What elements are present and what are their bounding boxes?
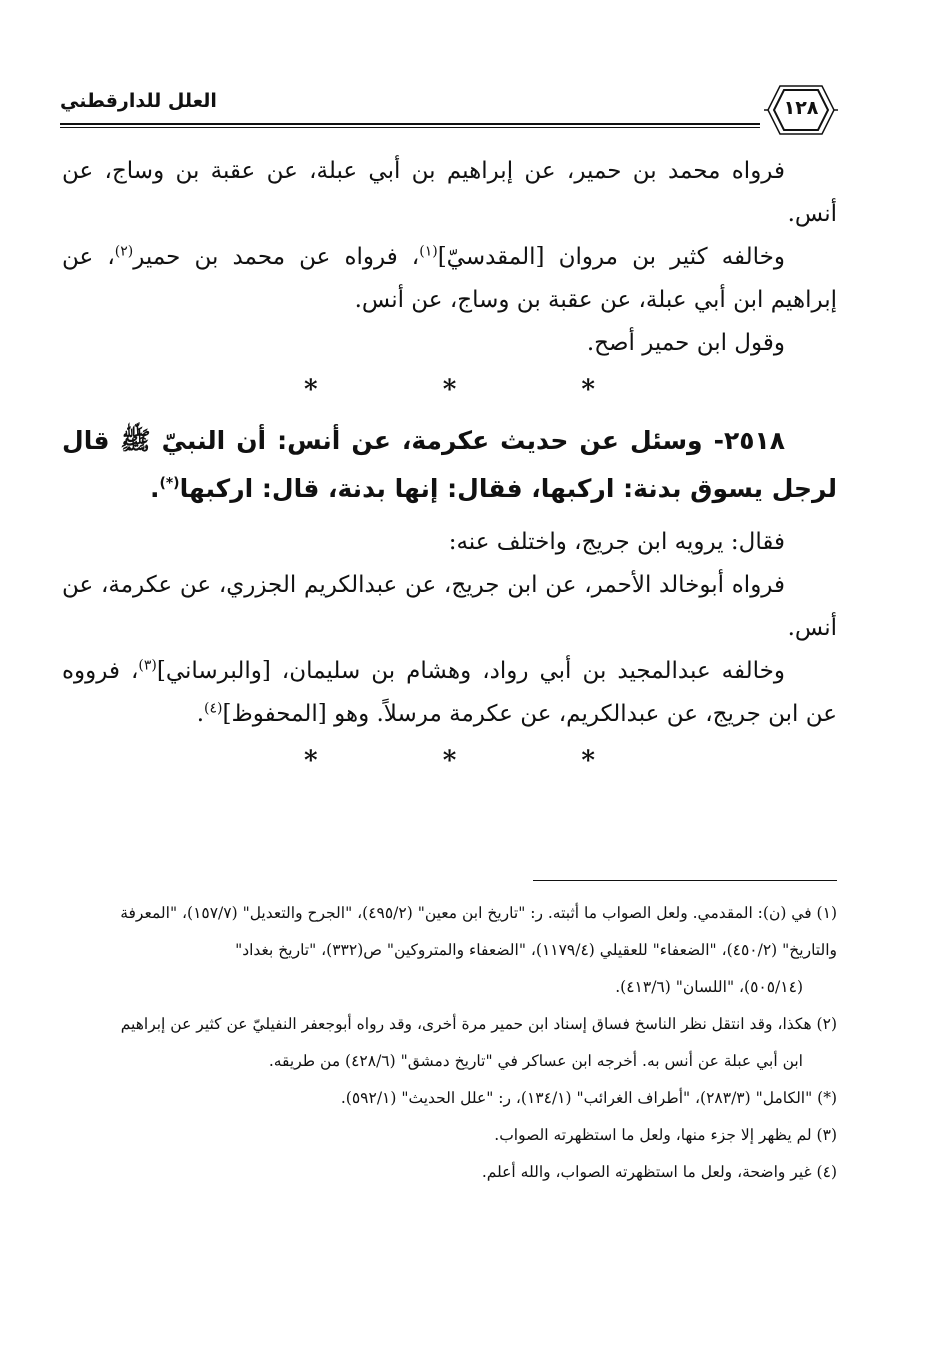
footnote-4: (٤) غير واضحة، ولعل ما استظهرته الصواب، والله أعلم. bbox=[481, 1163, 837, 1181]
main-text bbox=[62, 150, 837, 788]
footnote-ref-3: (٣) bbox=[138, 657, 157, 674]
paragraph-1: فرواه محمد بن حمير، عن إبراهيم بن أبي عبلة، عن عقبة بن وساج، عن أنس. bbox=[62, 158, 837, 227]
footnote-star: (*) "الكامل" (٢٨٣/٣)، "أطراف الغرائب" (١٣٤/١)، ر: "علل الحديث" (٥٩٢/١). bbox=[340, 1089, 837, 1107]
header-rule-thin bbox=[60, 127, 760, 128]
footnote-3: (٣) لم يظهر إلا جزء منها، ولعل ما استظهرته الصواب. bbox=[494, 1126, 837, 1144]
footnotes bbox=[62, 895, 837, 1191]
section-separator-2: * * * bbox=[304, 746, 653, 776]
page-number-ornament bbox=[764, 82, 838, 138]
book-title: العلل للدارقطني bbox=[60, 90, 217, 112]
page-header bbox=[60, 82, 838, 142]
p2-part-a: وخالفه كثير بن مروان [المقدسيّ] bbox=[437, 244, 786, 270]
footnote-1-line-2: والتاريخ" (٤٥٠/٢)، "الضعفاء" للعقيلي (١١٧٩/٤)، "الضعفاء والمتروكين" ص(٣٣٢)، "تاريخ بغداد" bbox=[235, 941, 837, 959]
footnote-2-line-1: (٢) هكذا، وقد انتقل نظر الناسخ فساق إسناد ابن حمير مرة أخرى، وقد رواه أبوجعفر النفيليّ عن كثير عن إبراهيم bbox=[120, 1015, 837, 1033]
footnote-2-line-2: ابن أبي عبلة عن أنس به. أخرجه ابن عساكر في "تاريخ دمشق" (٤٢٨/٦) من طريقه. bbox=[268, 1052, 803, 1070]
hadith-end: . bbox=[149, 474, 160, 503]
footnote-ref-1: (١) bbox=[419, 243, 438, 260]
p6-part-b: ، فرووه عن ابن جريج، عن عبدالكريم، عن عكرمة مرسلاً. وهو [المحفوظ] bbox=[62, 658, 837, 727]
footnote-ref-4: (٤) bbox=[204, 700, 223, 717]
paragraph-2 bbox=[62, 236, 837, 322]
p2-part-c: ، عن إبراهيم ابن أبي عبلة، عن عقبة بن وساج، عن أنس. bbox=[62, 244, 837, 313]
footnote-ref-2: (٢) bbox=[114, 243, 134, 260]
p2-part-b: ، فرواه عن محمد بن حمير bbox=[133, 244, 420, 270]
paragraph-3: وقول ابن حمير أصح. bbox=[586, 330, 785, 356]
footnote-rule bbox=[533, 880, 837, 881]
hadith-text: ٢٥١٨- وسئل عن حديث عكرمة، عن أنس: أن النبيّ ﷺ قال لرجل يسوق بدنة: اركبها، فقال: إنها بدنة، قال: اركبها bbox=[62, 426, 837, 503]
paragraph-4: فقال: يرويه ابن جريج، واختلف عنه: bbox=[448, 529, 785, 555]
paragraph-6 bbox=[62, 650, 837, 736]
p6-end: . bbox=[196, 701, 205, 727]
section-separator: * * * bbox=[304, 375, 653, 405]
footnote-1-line-3: (٥٠٥/١٤)، "اللسان" (٤١٣/٦). bbox=[615, 978, 803, 996]
p6-part-a: وخالفه عبدالمجيد بن أبي رواد، وهشام بن سليمان، [والبرساني] bbox=[156, 658, 785, 684]
header-rule bbox=[60, 123, 760, 125]
footnote-ref-star: (*) bbox=[159, 475, 180, 492]
hadith-heading bbox=[62, 417, 837, 513]
page-number: ١٢٨ bbox=[783, 97, 819, 119]
paragraph-5: فرواه أبوخالد الأحمر، عن ابن جريج، عن عبدالكريم الجزري، عن عكرمة، عن أنس. bbox=[62, 572, 837, 641]
footnote-1-line-1: (١) في (ن): المقدمي. ولعل الصواب ما أثبته. ر: "تاريخ ابن معين" (٤٩٥/٢)، "الجرح والتعديل" (١٥٧/٧)، "المعرفة bbox=[120, 904, 837, 922]
